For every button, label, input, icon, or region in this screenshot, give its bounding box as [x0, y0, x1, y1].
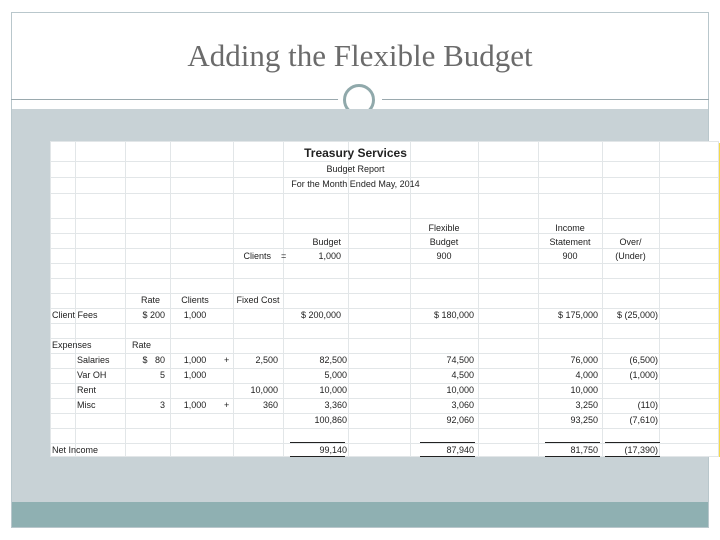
expense-row-fixed: 360 — [262, 400, 278, 410]
expense-row-label: Salaries — [77, 355, 110, 365]
grid-line — [75, 141, 76, 457]
income-header-line1: Income — [555, 223, 585, 233]
expense-row-budget: 10,000 — [319, 385, 347, 395]
grid-line — [50, 398, 719, 399]
expenses-total-overunder: (7,610) — [629, 415, 658, 425]
expense-row-income: 3,250 — [575, 400, 598, 410]
grid-line — [50, 353, 719, 354]
net-income-underline — [420, 442, 475, 443]
client-fees-clients: 1,000 — [183, 310, 207, 320]
grid-line — [50, 413, 719, 414]
expense-row-fixed: 2,500 — [255, 355, 278, 365]
net-income-income: 81,750 — [570, 445, 598, 455]
slide-title: Adding the Flexible Budget — [187, 38, 533, 73]
expense-row-flexible: 74,500 — [446, 355, 474, 365]
expense-row-plus: + — [224, 355, 230, 365]
expense-row-label: Var OH — [77, 370, 107, 380]
grid-line — [50, 193, 719, 194]
budget-header: Budget — [312, 237, 341, 247]
net-income-underline — [605, 456, 660, 457]
flexible-header-line1: Flexible — [428, 223, 460, 233]
client-fees-overunder: $ (25,000) — [616, 310, 658, 320]
grid-line — [50, 248, 719, 249]
grid-line — [50, 141, 51, 457]
grid-line — [50, 161, 719, 162]
expense-row-overunder: (110) — [637, 400, 658, 410]
expenses-total-flexible: 92,060 — [446, 415, 474, 425]
expense-row-clients: 1,000 — [183, 370, 207, 380]
expense-row-flexible: 10,000 — [446, 385, 474, 395]
title-divider-right — [382, 99, 709, 100]
expense-row-fixed: 10,000 — [250, 385, 278, 395]
grid-line — [659, 141, 660, 457]
expense-row-clients: 1,000 — [183, 400, 207, 410]
expense-row-income: 4,000 — [575, 370, 598, 380]
net-income-underline — [290, 442, 345, 443]
expense-row-rate: $ 80 — [142, 355, 165, 365]
flexible-header-line2: Budget — [429, 237, 459, 247]
grid-line — [50, 428, 719, 429]
expenses-label: Expenses — [52, 340, 92, 350]
expense-row-income: 76,000 — [570, 355, 598, 365]
budget-report-spreadsheet — [50, 141, 719, 457]
expenses-total-income: 93,250 — [570, 415, 598, 425]
net-income-underline — [605, 442, 660, 443]
clients-equals: = — [281, 251, 287, 261]
report-name: Budget Report — [326, 164, 385, 174]
expense-row-label: Rent — [77, 385, 97, 395]
grid-line — [50, 278, 719, 279]
company-name: Treasury Services — [304, 146, 407, 160]
overunder-header-line2: (Under) — [615, 251, 646, 261]
expense-row-rate: 5 — [159, 370, 165, 380]
grid-line — [50, 383, 719, 384]
client-fees-flexible: $ 180,000 — [433, 310, 474, 320]
net-income-underline — [545, 442, 600, 443]
budget-clients: 1,000 — [318, 251, 341, 261]
expenses-rate-label: Rate — [132, 340, 152, 350]
grid-line — [50, 308, 719, 309]
title-divider-left — [11, 99, 341, 100]
clients-label: Clients — [243, 251, 271, 261]
grid-line — [50, 218, 719, 219]
report-period: For the Month Ended May, 2014 — [291, 179, 420, 189]
grid-line — [478, 141, 479, 457]
grid-line — [50, 177, 719, 178]
client-fees-label: Client Fees — [52, 310, 98, 320]
expense-row-budget: 3,360 — [324, 400, 347, 410]
grid-line — [50, 293, 719, 294]
net-income-label: Net Income — [52, 445, 99, 455]
net-income-underline — [290, 456, 345, 457]
grid-line — [50, 233, 719, 234]
overunder-header-line1: Over/ — [619, 237, 642, 247]
expense-row-budget: 5,000 — [324, 370, 347, 380]
net-income-flexible: 87,940 — [446, 445, 474, 455]
net-income-budget: 99,140 — [319, 445, 347, 455]
footer-band — [12, 502, 708, 527]
grid-line — [50, 263, 719, 264]
expense-row-overunder: (1,000) — [629, 370, 658, 380]
income-clients: 900 — [562, 251, 578, 261]
income-header-line2: Statement — [549, 237, 591, 247]
clients-header: Clients — [181, 295, 209, 305]
grid-line — [50, 368, 719, 369]
net-income-underline — [545, 456, 600, 457]
expenses-total-budget: 100,860 — [314, 415, 347, 425]
expense-row-rate: 3 — [159, 400, 165, 410]
grid-line — [50, 443, 719, 444]
net-income-underline — [420, 456, 475, 457]
grid-line — [50, 323, 719, 324]
net-income-overunder: (17,390) — [624, 445, 658, 455]
flexible-clients: 900 — [436, 251, 452, 261]
expense-row-flexible: 4,500 — [451, 370, 474, 380]
client-fees-rate: $ 200 — [142, 310, 165, 320]
expense-row-label: Misc — [77, 400, 96, 410]
expense-row-overunder: (6,500) — [629, 355, 658, 365]
expense-row-income: 10,000 — [570, 385, 598, 395]
expense-row-flexible: 3,060 — [451, 400, 474, 410]
client-fees-budget: $ 200,000 — [300, 310, 341, 320]
expense-row-clients: 1,000 — [183, 355, 207, 365]
fixed-cost-header: Fixed Cost — [236, 295, 280, 305]
expense-row-budget: 82,500 — [319, 355, 347, 365]
grid-line — [50, 141, 719, 142]
expense-row-plus: + — [224, 400, 230, 410]
client-fees-income: $ 175,000 — [557, 310, 598, 320]
grid-line — [50, 338, 719, 339]
rate-header: Rate — [140, 295, 160, 305]
